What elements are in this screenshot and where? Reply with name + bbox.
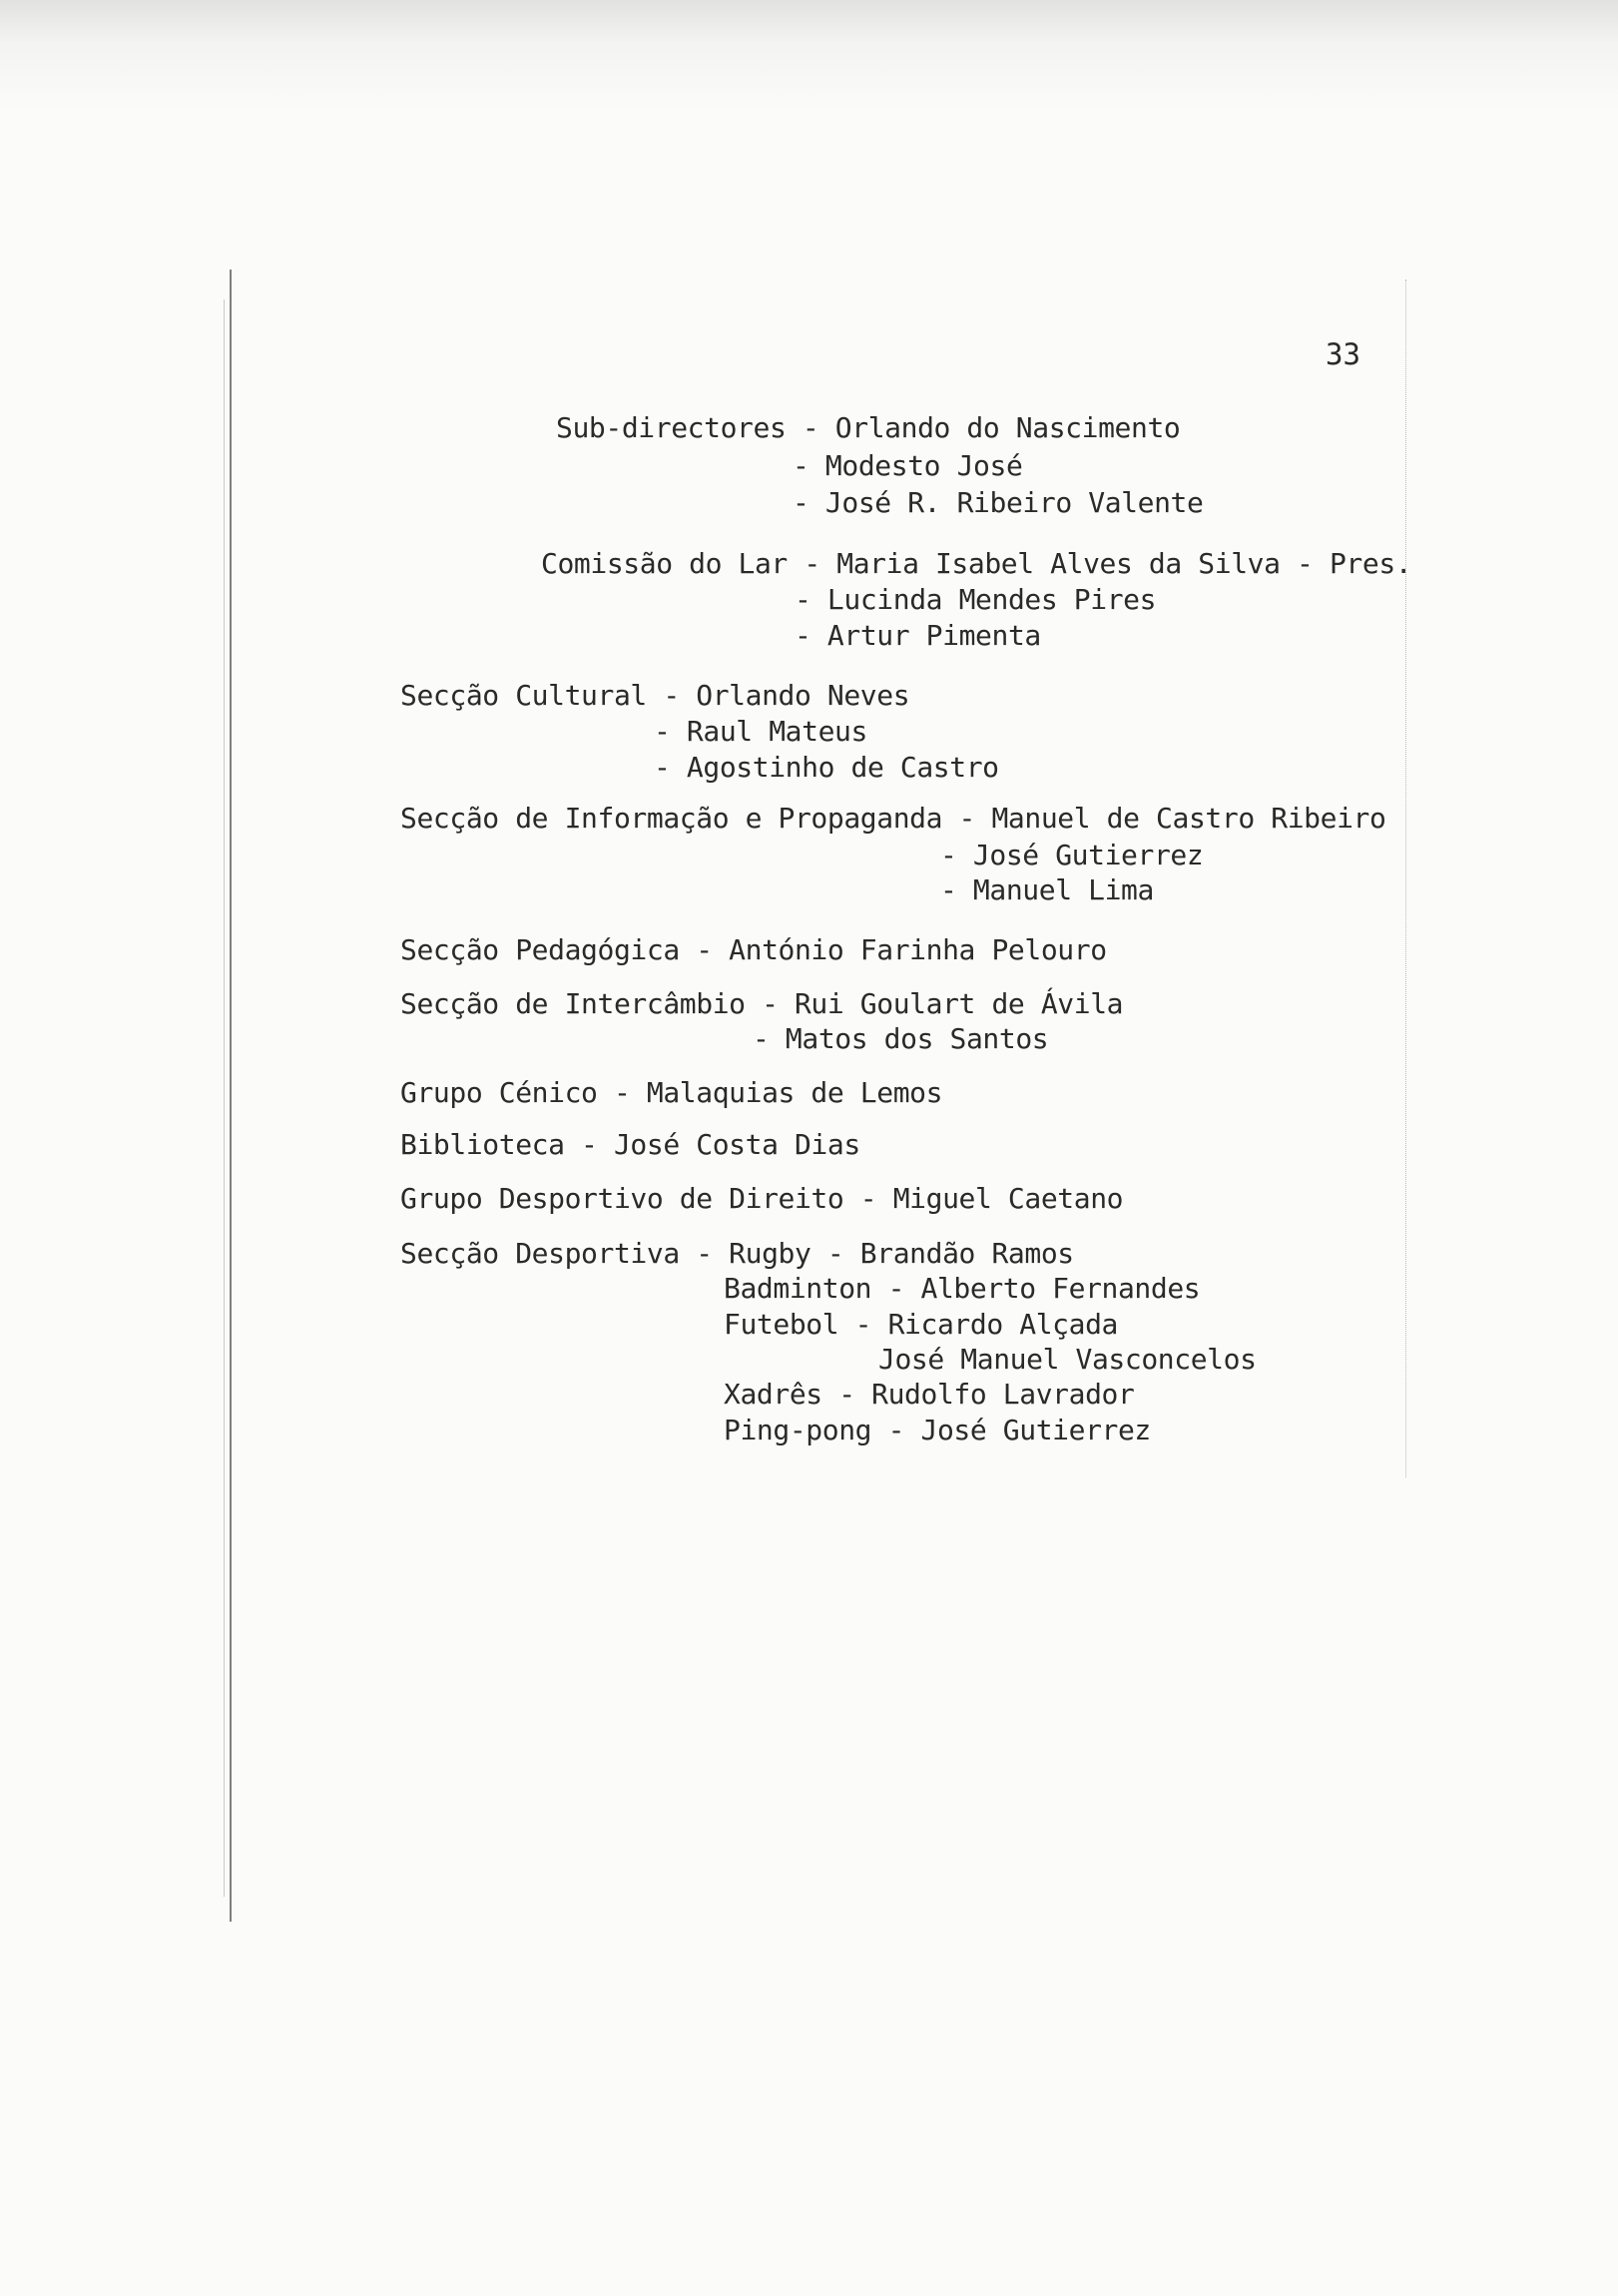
line-seccao-pedagogica: Secção Pedagógica - António Farinha Pelouro [400, 933, 1107, 966]
page-number: 33 [1326, 337, 1360, 371]
line-seccao-intercambio: Secção de Intercâmbio - Rui Goulart de Ávila [400, 987, 1124, 1020]
scan-shadow-top [0, 0, 1618, 110]
scan-edge-line [230, 270, 232, 1922]
line-seccao-intercambio-2: - Matos dos Santos [753, 1022, 1049, 1055]
line-sub-directores: Sub-directores - Orlando do Nascimento [556, 411, 1181, 444]
line-seccao-informacao-3: - Manuel Lima [940, 873, 1154, 906]
line-seccao-desportiva: Secção Desportiva - Rugby - Brandão Ramos [400, 1237, 1074, 1270]
line-comissao-lar-2: - Lucinda Mendes Pires [795, 583, 1157, 616]
line-seccao-cultural-3: - Agostinho de Castro [654, 751, 999, 784]
line-sub-directores-3: - José R. Ribeiro Valente [793, 486, 1204, 519]
line-comissao-lar: Comissão do Lar - Maria Isabel Alves da Silva - Pres. [541, 547, 1412, 580]
line-seccao-desportiva-4: José Manuel Vasconcelos [878, 1343, 1257, 1376]
line-seccao-cultural-2: - Raul Mateus [654, 715, 867, 748]
line-seccao-informacao: Secção de Informação e Propaganda - Manuel de Castro Ribeiro [400, 802, 1386, 835]
line-seccao-informacao-2: - José Gutierrez [940, 839, 1204, 871]
line-grupo-desportivo: Grupo Desportivo de Direito - Miguel Caetano [400, 1182, 1124, 1215]
line-grupo-cenico: Grupo Cénico - Malaquias de Lemos [400, 1076, 943, 1109]
line-seccao-cultural: Secção Cultural - Orlando Neves [400, 679, 910, 712]
scan-edge-line-faint [224, 299, 225, 1897]
line-seccao-desportiva-5: Xadrês - Rudolfo Lavrador [724, 1378, 1135, 1411]
line-seccao-desportiva-3: Futebol - Ricardo Alçada [724, 1308, 1118, 1341]
line-biblioteca: Biblioteca - José Costa Dias [400, 1128, 860, 1161]
line-comissao-lar-3: - Artur Pimenta [795, 619, 1041, 652]
scan-edge-dots [1405, 280, 1407, 1477]
line-seccao-desportiva-6: Ping-pong - José Gutierrez [724, 1414, 1151, 1446]
line-sub-directores-2: - Modesto José [793, 449, 1023, 482]
line-seccao-desportiva-2: Badminton - Alberto Fernandes [724, 1272, 1201, 1305]
